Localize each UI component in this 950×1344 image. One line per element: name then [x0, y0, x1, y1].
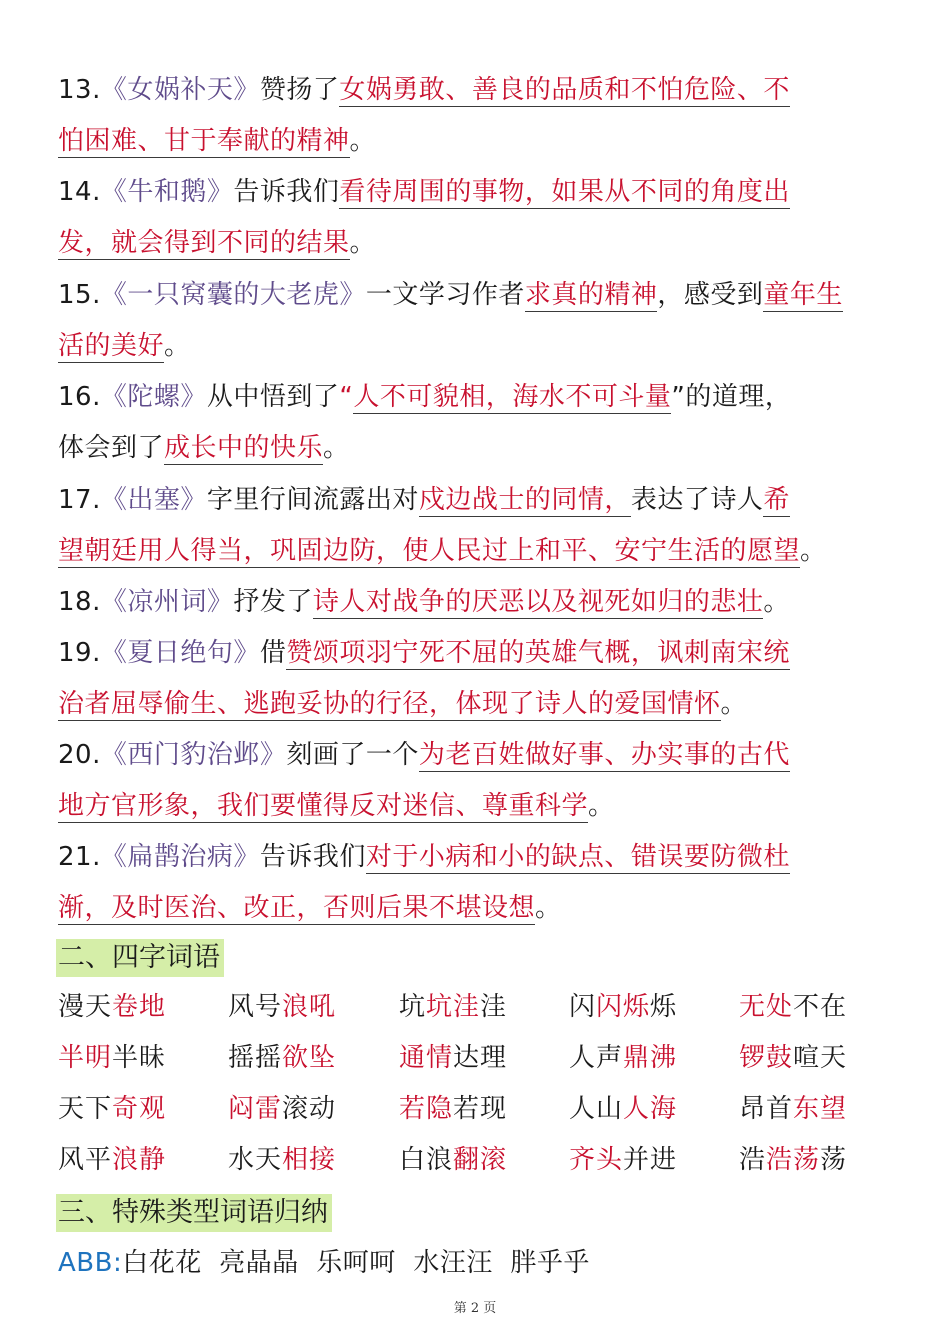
item-15-answer-2-part1: 童年生 — [763, 280, 843, 310]
item-13-text: 赞扬了 — [259, 75, 340, 105]
item-15-line-2 — [58, 328, 191, 364]
item-17-number: 17. — [58, 485, 101, 515]
word-cell: 摇摇欲坠 — [228, 1043, 337, 1073]
word-cell: 齐头并进 — [569, 1145, 678, 1175]
word-cell: 无处不在 — [739, 992, 848, 1022]
word-cell: 白浪翻滚 — [399, 1145, 508, 1175]
word-cell: 水天相接 — [228, 1145, 337, 1175]
item-20-line-2 — [58, 788, 615, 824]
item-13-title: 《女娲补天》 — [100, 75, 260, 105]
word-cell: 风号浪吼 — [228, 992, 337, 1022]
item-20-number: 20. — [58, 740, 101, 770]
word-cell: 通情达理 — [399, 1043, 508, 1073]
word-cell: 半明半昧 — [58, 1043, 167, 1073]
item-14-line-1 — [58, 174, 790, 210]
page-number: 第 2 页 — [453, 1301, 497, 1316]
item-21-answer-part2: 渐，及时医治、改正，否则后果不堪设想 — [58, 893, 536, 923]
item-14-answer-part2: 发，就会得到不同的结果 — [58, 228, 350, 258]
word-cell: 若隐若现 — [399, 1094, 508, 1124]
abb-label: ABB: — [58, 1248, 123, 1278]
item-21-end: 。 — [535, 893, 562, 923]
item-15-title: 《一只窝囊的大老虎》 — [100, 280, 366, 310]
item-16-line-2 — [58, 430, 350, 466]
item-18-answer: 诗人对战争的厌恶以及视死如归的悲壮 — [312, 587, 764, 617]
item-16-quote-close: ” — [671, 382, 686, 412]
item-18-number: 18. — [58, 587, 101, 617]
item-19-number: 19. — [58, 638, 101, 668]
item-13-answer-part1: 女娲勇敢、善良的品质和不怕危险、不 — [339, 75, 790, 105]
item-17-text-2: 表达了诗人 — [630, 485, 764, 515]
item-19-text: 借 — [259, 638, 287, 668]
item-13-end: 。 — [349, 126, 377, 156]
word-cell: 昂首东望 — [739, 1094, 848, 1124]
word-cell: 坑坑洼洼 — [399, 992, 508, 1022]
item-17-answer-2-part2: 望朝廷用人得当，巩固边防，使人民过上和平、安宁生活的愿望 — [58, 536, 801, 566]
word-cell: 闷雷滚动 — [228, 1094, 337, 1124]
item-17-text-1: 字里行间流露出对 — [206, 485, 419, 515]
item-17-title: 《出塞》 — [100, 485, 207, 515]
item-13-line-1 — [58, 72, 790, 108]
item-21-line-1 — [58, 839, 790, 875]
item-21-title: 《扁鹊治病》 — [100, 842, 260, 872]
item-19-line-2 — [58, 686, 747, 722]
item-18-text: 抒发了 — [233, 587, 313, 617]
word-cell: 闪闪烁烁 — [569, 992, 678, 1022]
item-14-text: 告诉我们 — [233, 177, 340, 207]
item-14-title: 《牛和鹅》 — [100, 177, 234, 207]
item-15-end: 。 — [164, 331, 191, 361]
item-15-line-1 — [58, 277, 843, 313]
item-20-title: 《西门豹治邺》 — [100, 740, 287, 770]
item-21-text: 告诉我们 — [259, 842, 366, 872]
word-cell: 人声鼎沸 — [569, 1043, 678, 1073]
item-13-answer-part2: 怕困难、甘于奉献的精神 — [58, 126, 350, 156]
item-19-answer-part2: 治者屈辱偷生、逃跑妥协的行径，体现了诗人的爱国情怀 — [58, 689, 721, 719]
word-cell: 浩浩荡荡 — [739, 1145, 848, 1175]
item-16-end: 。 — [323, 433, 350, 463]
item-17-answer-1: 戍边战士的同情， — [418, 485, 631, 515]
item-20-end: 。 — [588, 791, 615, 821]
item-18-end: 。 — [763, 587, 790, 617]
item-16-answer-2: 成长中的快乐 — [164, 433, 324, 463]
item-15-number: 15. — [58, 280, 101, 310]
item-16-text-1: 从中悟到了 — [206, 382, 340, 412]
word-cell: 漫天卷地 — [58, 992, 167, 1022]
item-16-quote-open: “ — [339, 382, 354, 412]
item-17-line-2 — [58, 533, 827, 569]
item-17-line-1 — [58, 482, 790, 518]
item-20-answer-part2: 地方官形象，我们要懂得反对迷信、尊重科学 — [58, 791, 589, 821]
abb-words: 白花花 亮晶晶 乐呵呵 水汪汪 胖乎乎 — [122, 1248, 590, 1278]
item-18-line-1 — [58, 584, 790, 620]
word-cell: 风平浪静 — [58, 1145, 167, 1175]
item-15-text-1: 一文学习作者 — [365, 280, 525, 310]
item-19-line-1 — [58, 635, 790, 671]
item-14-line-2 — [58, 225, 376, 261]
item-21-line-2 — [58, 890, 562, 926]
item-16-text-3: 体会到了 — [58, 433, 165, 463]
item-16-text-2: 的道理， — [685, 382, 792, 412]
item-14-number: 14. — [58, 177, 101, 207]
item-19-title: 《夏日绝句》 — [100, 638, 260, 668]
word-cell: 天下奇观 — [58, 1094, 167, 1124]
item-20-answer-part1: 为老百姓做好事、办实事的古代 — [418, 740, 790, 770]
item-20-line-1 — [58, 737, 790, 773]
item-17-answer-2-part1: 希 — [763, 485, 790, 515]
item-21-number: 21. — [58, 842, 101, 872]
section-2-heading: 二、四字词语 — [56, 939, 224, 977]
word-cell: 人山人海 — [569, 1094, 678, 1124]
item-16-answer-1: 人不可貌相，海水不可斗量 — [353, 382, 672, 412]
abb-line — [58, 1245, 590, 1281]
section-3-heading: 三、特殊类型词语归纳 — [56, 1194, 332, 1232]
item-15-answer-1: 求真的精神 — [524, 280, 658, 310]
item-14-end: 。 — [349, 228, 377, 258]
item-18-title: 《凉州词》 — [100, 587, 234, 617]
item-19-answer-part1: 赞颂项羽宁死不屈的英雄气概，讽刺南宋统 — [286, 638, 790, 668]
item-16-title: 《陀螺》 — [100, 382, 207, 412]
item-16-number: 16. — [58, 382, 101, 412]
word-cell: 锣鼓喧天 — [739, 1043, 848, 1073]
item-20-text: 刻画了一个 — [286, 740, 419, 770]
item-16-line-1 — [58, 379, 791, 415]
item-15-text-2: ，感受到 — [657, 280, 764, 310]
item-19-end: 。 — [720, 689, 748, 719]
item-13-line-2 — [58, 123, 376, 159]
item-13-number: 13. — [58, 75, 101, 105]
item-21-answer-part1: 对于小病和小的缺点、错误要防微杜 — [365, 842, 790, 872]
item-14-answer-part1: 看待周围的事物，如果从不同的角度出 — [339, 177, 790, 207]
item-17-end: 。 — [800, 536, 827, 566]
item-15-answer-2-part2: 活的美好 — [58, 331, 165, 361]
